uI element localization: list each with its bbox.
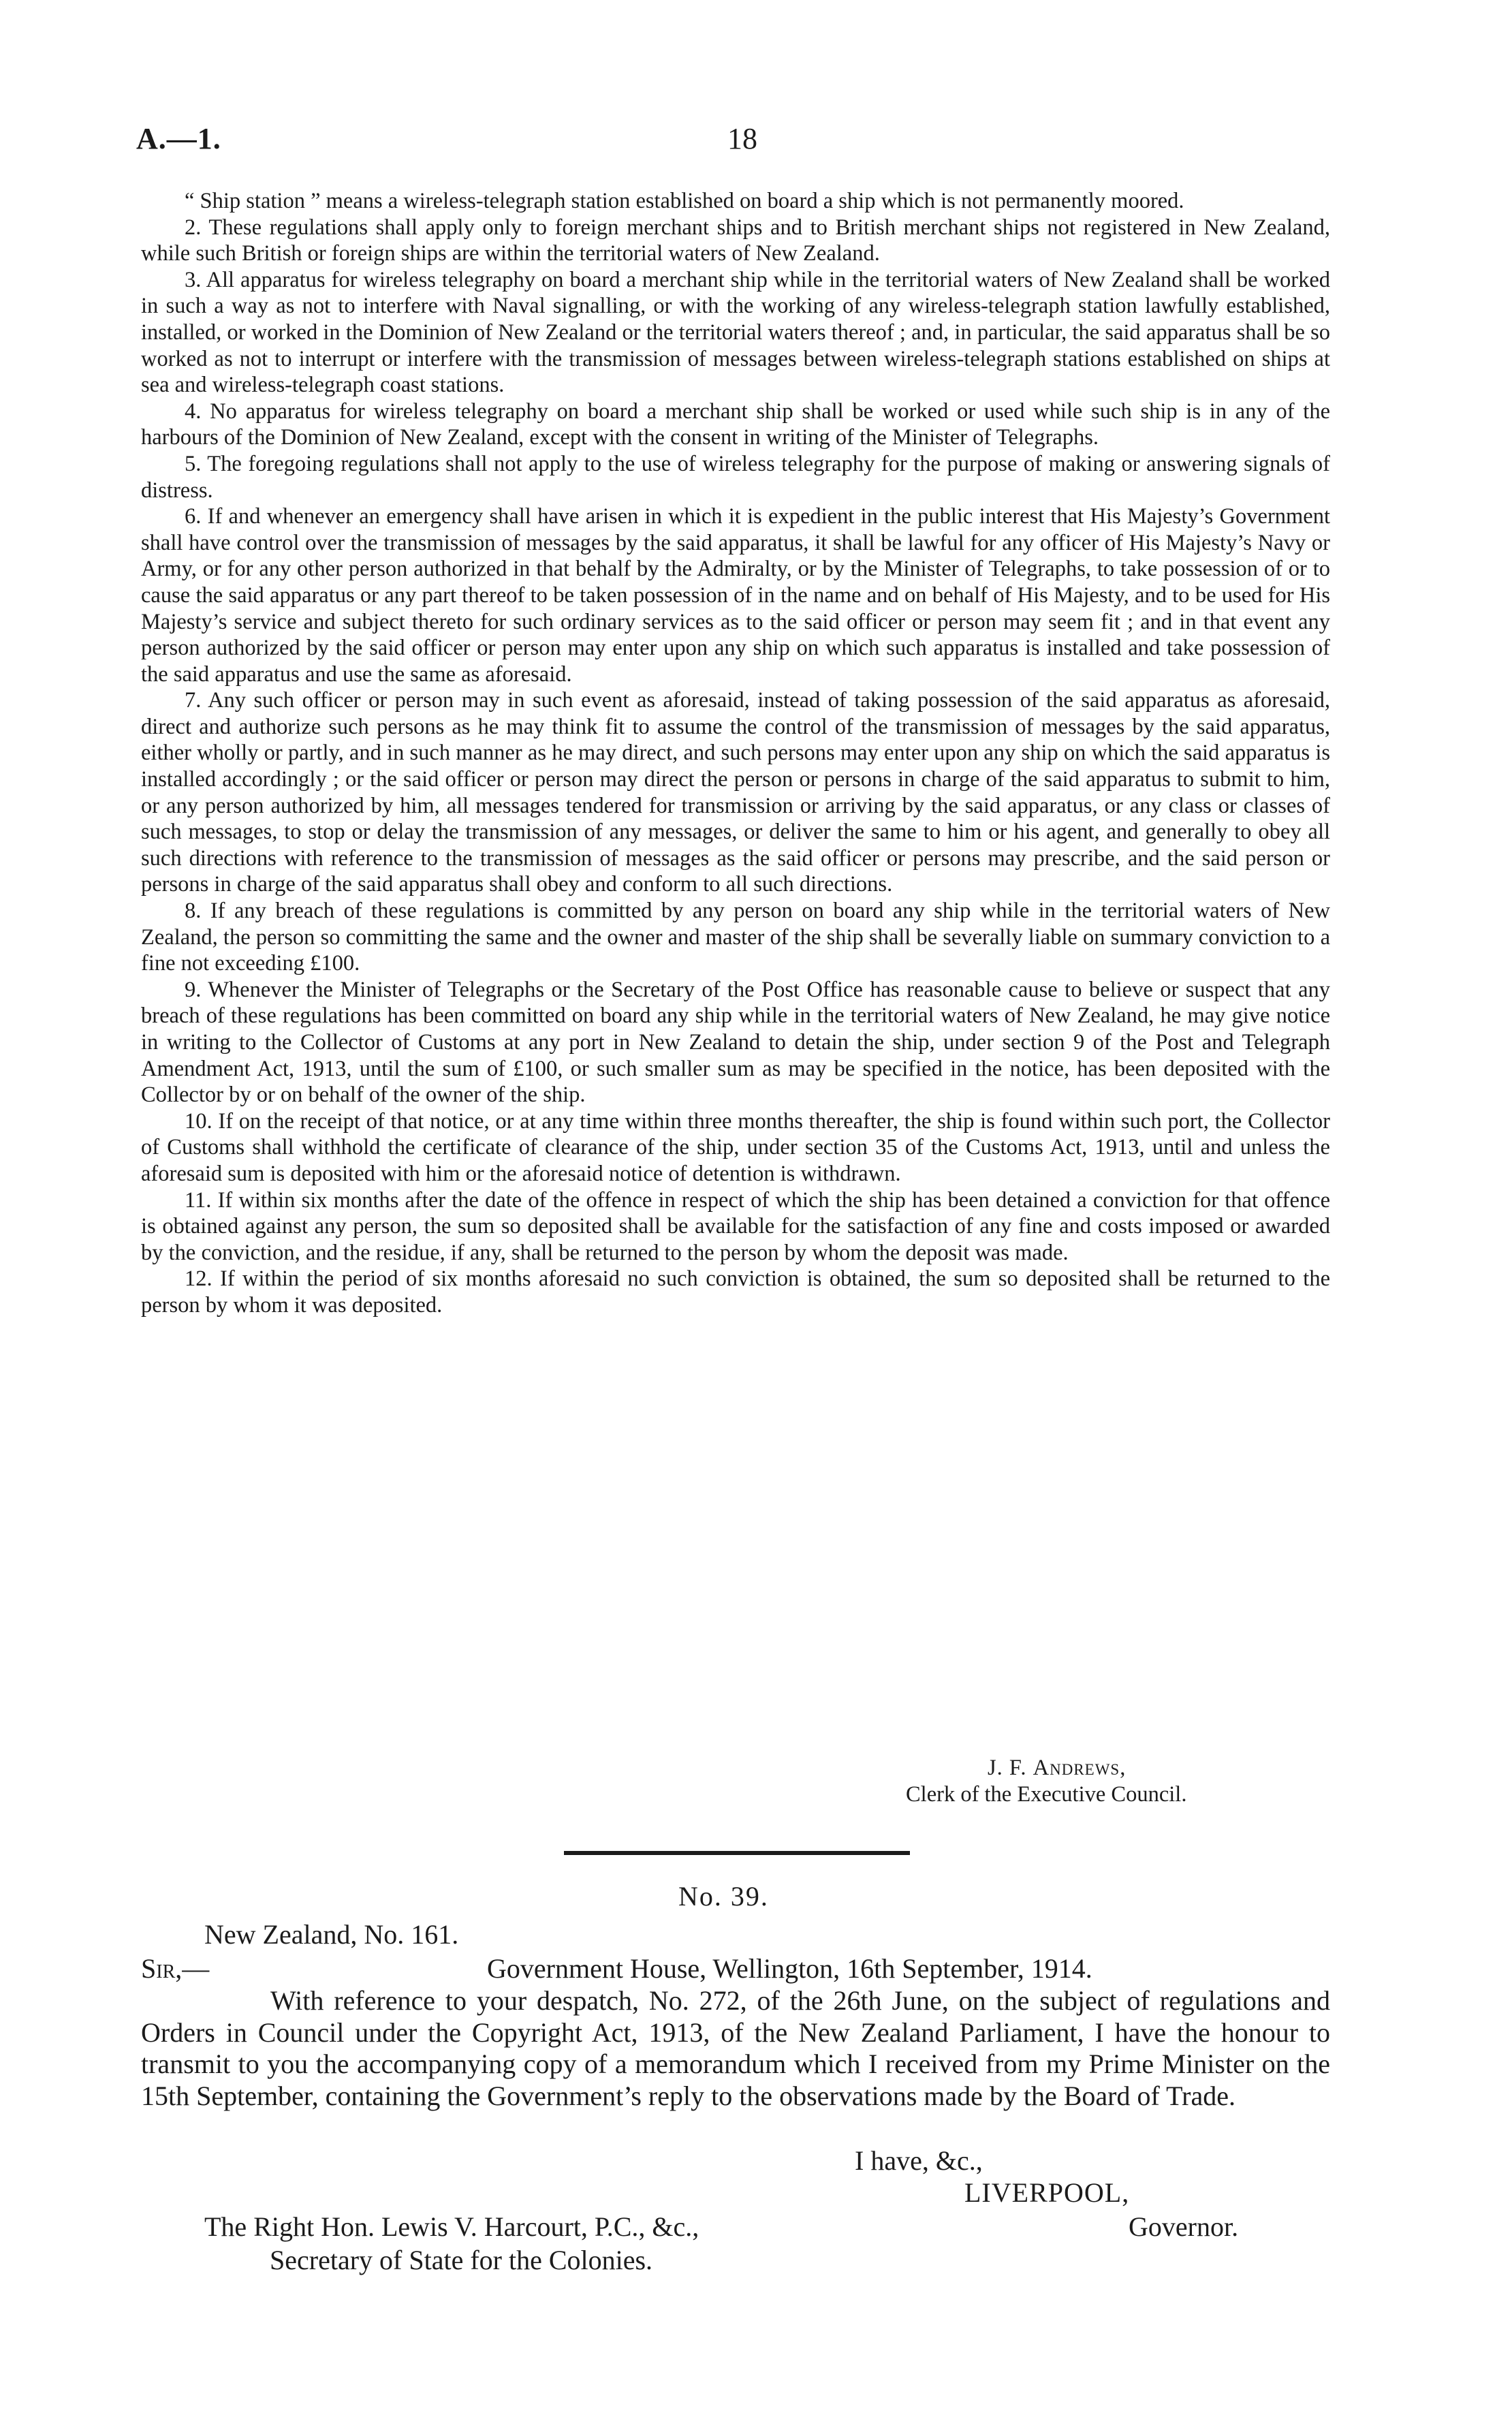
regulation-12: 12. If within the period of six months aforesaid no such conviction is obtained, the sum so deposited shall be returned to the person by whom it was deposited. bbox=[141, 1266, 1330, 1318]
addressee-title: Secretary of State for the Colonies. bbox=[270, 2245, 653, 2275]
place-and-date: Government House, Wellington, 16th September, 1914. bbox=[487, 1953, 1092, 1984]
parliamentary-paper-code: A.—1. bbox=[136, 122, 221, 155]
letter-closing: I have, &c., bbox=[855, 2145, 983, 2176]
dispatch-origin: New Zealand, No. 161. bbox=[204, 1919, 459, 1950]
letter-paragraph: With reference to your despatch, No. 272, of the 26th June, on the subject of regulations and Orders in Council under the Copyright Act, 1913, of the New Zealand Parliament, I have the honour to transmit to you the accompanying copy of a memorandum which I received from my Prime Minister on the 15th September, containing the Government’s reply to the observations made by the Board of Trade. bbox=[141, 1985, 1330, 2112]
section-divider bbox=[564, 1851, 910, 1855]
executive-council-signature bbox=[906, 1755, 1314, 1807]
addressee-name: The Right Hon. Lewis V. Harcourt, P.C., &c., bbox=[204, 2211, 699, 2242]
letter-signer: LIVERPOOL, bbox=[964, 2177, 1130, 2208]
regulation-2: 2. These regulations shall apply only to foreign merchant ships and to British merchant ships not registered in New Zealand, while such British or foreign ships are within the territorial waters of New Zealand. bbox=[141, 215, 1330, 266]
regulation-6: 6. If and whenever an emergency shall have arisen in which it is expedient in the public interest that His Majesty’s Government shall have control over the transmission of messages by the said apparatus, it shall be lawful for any officer of His Majesty’s Navy or Army, or for any other person authorized in that behalf by the Admiralty, or by the Minister of Telegraphs, to take possession of or to cause the said apparatus or any part thereof to be taken possession of in the name and on behalf of His Majesty, and to be used for His Majesty’s service and subject thereto for such ordinary services as to the said officer or person may seem fit ; and in that event any person authorized by the said officer or person may enter upon any ship on which such apparatus is installed and take possession of the said apparatus and use the same as aforesaid. bbox=[141, 504, 1330, 687]
signatory-title: Clerk of the Executive Council. bbox=[906, 1781, 1187, 1807]
signer-title: Governor. bbox=[1129, 2211, 1239, 2242]
regulation-3: 3. All apparatus for wireless telegraphy on board a merchant ship while in the territorial waters of New Zealand shall be worked in such a way as not to interfere with Naval signalling, or with the working of any wireless-telegraph station lawfully established, installed, or worked in the Dominion of New Zealand or the territorial waters thereof ; and, in particular, the said apparatus shall be so worked as not to interrupt or interfere with the transmission of messages between wireless-telegraph stations established on ships at sea and wireless-telegraph coast stations. bbox=[141, 267, 1330, 398]
signatory-initials: J. F. bbox=[988, 1756, 1027, 1780]
signatory-name bbox=[906, 1755, 1314, 1781]
salutation: Sir,— bbox=[141, 1953, 210, 1984]
regulations-text bbox=[141, 188, 1330, 1319]
regulation-7: 7. Any such officer or person may in such event as aforesaid, instead of taking possession of the said apparatus as aforesaid, direct and authorize such persons as he may think fit to assume the control of the transmission of messages by the said apparatus, either wholly or partly, and in such manner as he may direct, and such persons may enter upon any ship on which the said apparatus is installed accordingly ; or the said officer or person may direct the person or persons in charge of the said apparatus to submit to him, or any person authorized by him, all messages tendered for transmission or arriving by the said apparatus, or any class or classes of such messages, to stop or delay the transmission of any messages, or deliver the same to him or his agent, and generally to obey all such directions with reference to the transmission of messages as the said officer or persons may prescribe, and the said person or persons in charge of the said apparatus shall obey and conform to all such directions. bbox=[141, 688, 1330, 897]
definition-ship-station: “ Ship station ” means a wireless-telegraph station established on board a ship which is not permanently moored. bbox=[185, 189, 1184, 213]
regulation-8: 8. If any breach of these regulations is committed by any person on board any ship while in the territorial waters of New Zealand, the person so committing the same and the owner and master of the ship shall be severally liable on summary conviction to a fine not exceeding £100. bbox=[141, 899, 1330, 976]
regulation-5: 5. The foregoing regulations shall not apply to the use of wireless telegraphy for the purpose of making or answering signals of distress. bbox=[141, 451, 1330, 503]
dispatch-number: No. 39. bbox=[678, 1881, 769, 1912]
regulation-10: 10. If on the receipt of that notice, or at any time within three months thereafter, the ship is found within such port, the Collector of Customs shall withhold the certificate of clearance of the ship, under section 35 of the Customs Act, 1913, until and unless the aforesaid sum is deposited with him or the aforesaid notice of detention is withdrawn. bbox=[141, 1108, 1330, 1186]
regulation-4: 4. No apparatus for wireless telegraphy on board a merchant ship shall be worked or used while such ship is in any of the harbours of the Dominion of New Zealand, except with the consent in writing of the Minister of Telegraphs. bbox=[141, 399, 1330, 450]
signatory-surname: Andrews, bbox=[1033, 1756, 1127, 1780]
regulation-11: 11. If within six months after the date of the offence in respect of which the ship has been detained a conviction for that offence is obtained against any person, the sum so deposited shall be available for the satisfaction of any fine and costs imposed or awarded by the conviction, and the residue, if any, shall be returned to the person by whom the deposit was made. bbox=[141, 1187, 1330, 1265]
page-number: 18 bbox=[727, 122, 757, 155]
letter-body bbox=[141, 1985, 1330, 2113]
regulation-9: 9. Whenever the Minister of Telegraphs or the Secretary of the Post Office has reasonable cause to believe or suspect that any breach of these regulations has been committed on board any ship while in the territorial waters of New Zealand, he may give notice in writing to the Collector of Customs at any port in New Zealand to detain the ship, under section 9 of the Post and Telegraph Amendment Act, 1913, until the sum of £100, or such smaller sum as may be specified in the notice, has been deposited with the Collector by or on behalf of the owner of the ship. bbox=[141, 977, 1330, 1108]
